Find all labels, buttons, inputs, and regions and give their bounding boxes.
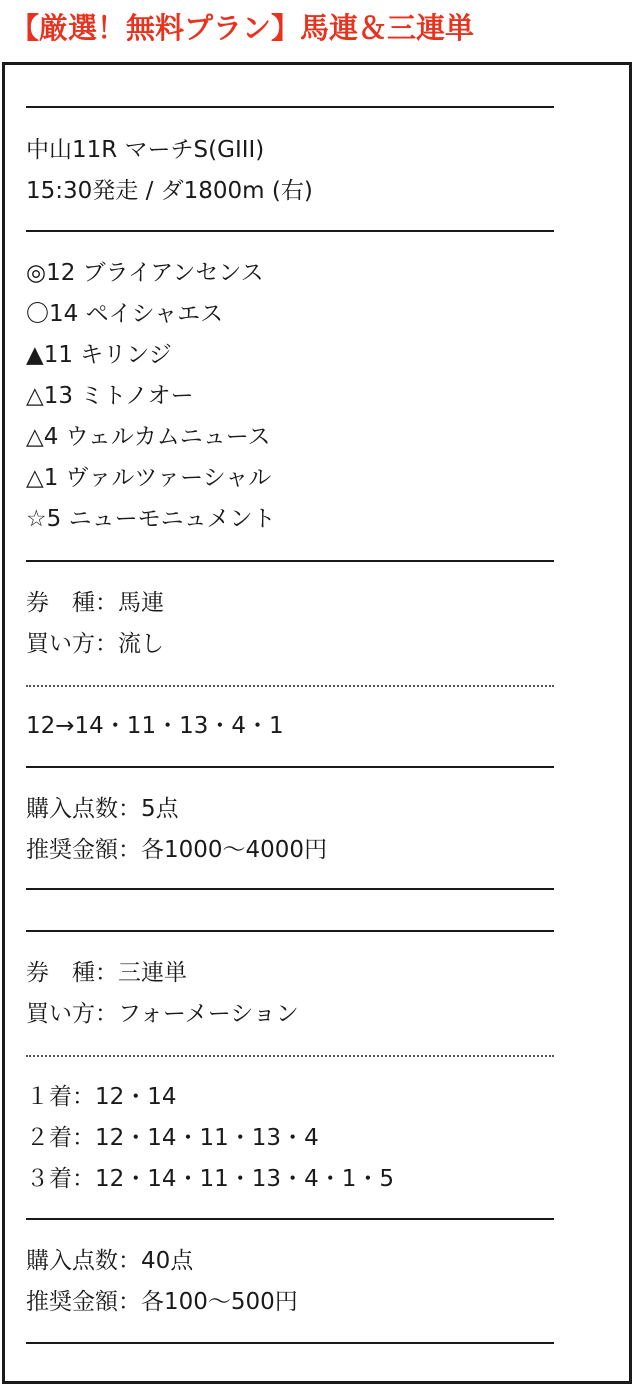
race-info: 15:30発走 / ダ1800m (右) <box>26 178 313 204</box>
sanrentan-first: １着：12・14 <box>26 1084 177 1110</box>
divider <box>26 1342 554 1344</box>
divider <box>26 230 554 232</box>
umaren-ticket-type: 券 種：馬連 <box>26 590 164 616</box>
sanrentan-second: ２着：12・14・11・13・4 <box>26 1125 319 1151</box>
sanrentan-amount: 推奨金額：各100～500円 <box>26 1289 298 1315</box>
umaren-amount: 推奨金額：各1000～4000円 <box>26 837 328 863</box>
mark-honmei: ◎12 ブライアンセンス <box>26 260 264 286</box>
dotted-divider <box>26 685 554 687</box>
race-name: 中山11R マーチS(GIII) <box>26 137 265 163</box>
mark-renka-1: △13 ミトノオー <box>26 383 194 409</box>
divider <box>26 930 554 932</box>
mark-renka-2: △4 ウェルカムニュース <box>26 424 271 450</box>
sanrentan-points: 購入点数：40点 <box>26 1248 194 1274</box>
divider <box>26 560 554 562</box>
sanrentan-third: ３着：12・14・11・13・4・1・5 <box>26 1166 394 1192</box>
mark-renka-3: △1 ヴァルツァーシャル <box>26 465 272 491</box>
mark-tanana: ▲11 キリンジ <box>26 342 172 368</box>
sanrentan-method: 買い方：フォーメーション <box>26 1001 299 1027</box>
dotted-divider <box>26 1055 554 1057</box>
divider <box>26 766 554 768</box>
divider <box>26 1218 554 1220</box>
umaren-method: 買い方：流し <box>26 631 164 657</box>
mark-hoshi: ☆5 ニューモニュメント <box>26 506 276 532</box>
plan-heading: 【厳選！無料プラン】馬連＆三連単 <box>10 11 475 45</box>
mark-taikou: 〇14 ペイシャエス <box>26 301 224 327</box>
sanrentan-ticket-type: 券 種：三連単 <box>26 960 187 986</box>
umaren-points: 購入点数：5点 <box>26 796 179 822</box>
divider <box>26 106 554 108</box>
umaren-combination: 12→14・11・13・4・1 <box>26 713 284 739</box>
divider <box>26 888 554 890</box>
